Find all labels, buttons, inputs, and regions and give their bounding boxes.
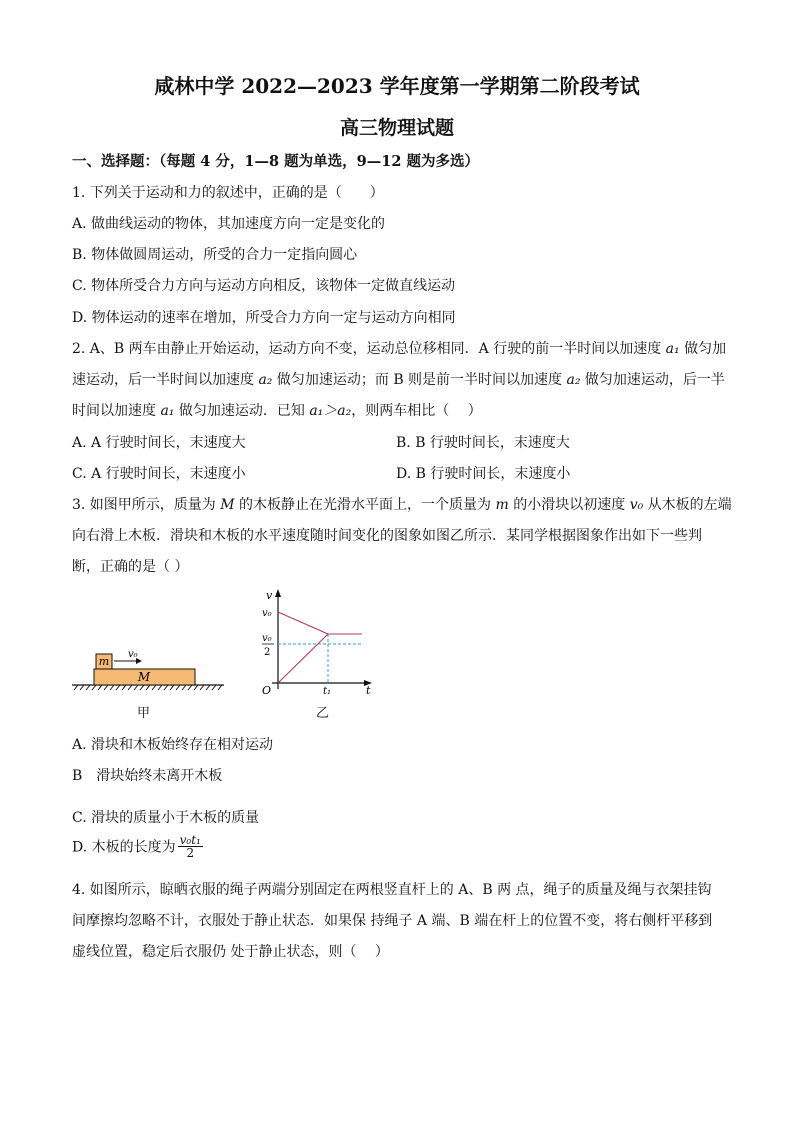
q2-a2: a₂ (566, 372, 581, 388)
half-v0-denominator: 2 (264, 647, 271, 658)
q2-text: 做匀加速运动．已知 (174, 403, 310, 419)
q2-text: 做匀加速运动；而 B 则是前一半时间以加速度 (272, 372, 567, 388)
q2-text: 做匀加速运动，后一半 (580, 372, 725, 388)
q2-text: 做匀加 (679, 341, 727, 357)
q2-relation: a₁＞a₂ (309, 403, 352, 419)
figure-caption-yi: 乙 (316, 706, 330, 721)
q3-stem-line3: 断，正确的是（ ） (72, 559, 189, 575)
q2-a1: a₁ (160, 403, 175, 419)
q3-option-a: A. 滑块和木板始终存在相对运动 (72, 737, 274, 753)
q3-text: 的木板静止在光滑水平面上，一个质量为 (234, 497, 496, 513)
figure-vt-graph (252, 585, 382, 700)
q3-option-c: C. 滑块的质量小于木板的质量 (72, 810, 260, 826)
exam-subtitle: 高三物理试题 (339, 117, 454, 139)
q2-option-b: B. B 行驶时间长，末速度大 (396, 435, 570, 451)
block-label: m (98, 655, 110, 668)
q3-option-d-prefix: D. 木板的长度为 (72, 839, 176, 856)
exam-title: 咸林中学 2022—2023 学年度第一学期第二阶段考试 (154, 74, 640, 98)
section-heading: 一、选择题：（每题 4 分，1—8 题为单选，9—12 题为多选） (72, 153, 479, 170)
q1-option-c: C. 物体所受合力方向与运动方向相反，该物体一定做直线运动 (72, 278, 456, 294)
q3-stem-line1 (72, 494, 732, 514)
q2-option-d: D. B 行驶时间长，末速度小 (396, 466, 571, 482)
q4-stem-line1: 4. 如图所示，晾晒衣服的绳子两端分别固定在两根竖直杆上的 A、B 两 点，绳子的质量及绳与衣架挂钩 (72, 882, 712, 898)
fraction-denominator: 2 (186, 846, 195, 860)
q2-a1: a₁ (665, 341, 680, 357)
q3-v0: v₀ (629, 497, 644, 513)
y-axis-label: v (266, 589, 273, 602)
q2-stem-line2 (72, 369, 725, 389)
q3-option-d (72, 834, 203, 859)
q2-text: 2. A、B 两车由静止开始运动，运动方向不变，运动总位移相同．A 行驶的前一半时间以加速度 (72, 341, 666, 357)
q3-M: M (220, 497, 235, 513)
velocity-label: v₀ (128, 649, 138, 660)
q3-stem-line2: 向右滑上木板．滑块和木板的水平速度随时间变化的图象如图乙所示．某同学根据图象作出如下一些判 (72, 528, 702, 544)
q1-option-d: D. 物体运动的速率在增加，所受合力方向一定与运动方向相同 (72, 310, 456, 326)
q1-option-a: A. 做曲线运动的物体，其加速度方向一定是变化的 (72, 216, 386, 232)
q1-option-b: B. 物体做圆周运动，所受的合力一定指向圆心 (72, 247, 358, 263)
figure-caption-jia: 甲 (137, 706, 151, 721)
q4-stem-line3: 虚线位置，稳定后衣服仍 处于静止状态，则（ ） (72, 944, 389, 960)
origin-label: O (262, 684, 272, 697)
q2-stem-line1 (72, 338, 726, 358)
half-v0-numerator: v₀ (262, 633, 272, 644)
x-axis-label: t (366, 684, 371, 697)
q3-m: m (495, 497, 509, 513)
q2-text: 时间以加速度 (72, 403, 161, 419)
board-label: M (137, 670, 151, 684)
board-velocity-line (278, 634, 328, 683)
q2-option-a: A. A 行驶时间长，末速度大 (72, 435, 246, 451)
q3-option-b: B 滑块始终未离开木板 (72, 768, 223, 784)
q4-stem-line2: 间摩擦均忽略不计，衣服处于静止状态．如果保 持绳子 A 端、B 端在杆上的位置不变，将右侧杆平移到 (72, 913, 713, 929)
q1-stem: 1. 下列关于运动和力的叙述中，正确的是（ ） (72, 185, 384, 201)
fraction-numerator: v₀t₁ (179, 833, 201, 847)
v0-tick-label: v₀ (262, 608, 272, 619)
block-velocity-line (278, 612, 328, 634)
q3-text: 3. 如图甲所示，质量为 (72, 497, 221, 513)
y-axis-arrow-icon (275, 589, 281, 597)
ground-hatch (74, 685, 222, 690)
q2-text: 速运动，后一半时间以加速度 (72, 372, 259, 388)
q3-text: 的小滑块以初速度 (508, 497, 630, 513)
q3-text: 从木板的左端 (643, 497, 732, 513)
t1-tick-label: t₁ (323, 686, 332, 697)
q2-text: ，则两车相比（ ） (351, 403, 482, 419)
q2-option-c: C. A 行驶时间长，末速度小 (72, 466, 246, 482)
q2-a2: a₂ (258, 372, 273, 388)
q2-stem-line3 (72, 400, 482, 420)
q3-option-d-fraction (178, 834, 203, 859)
